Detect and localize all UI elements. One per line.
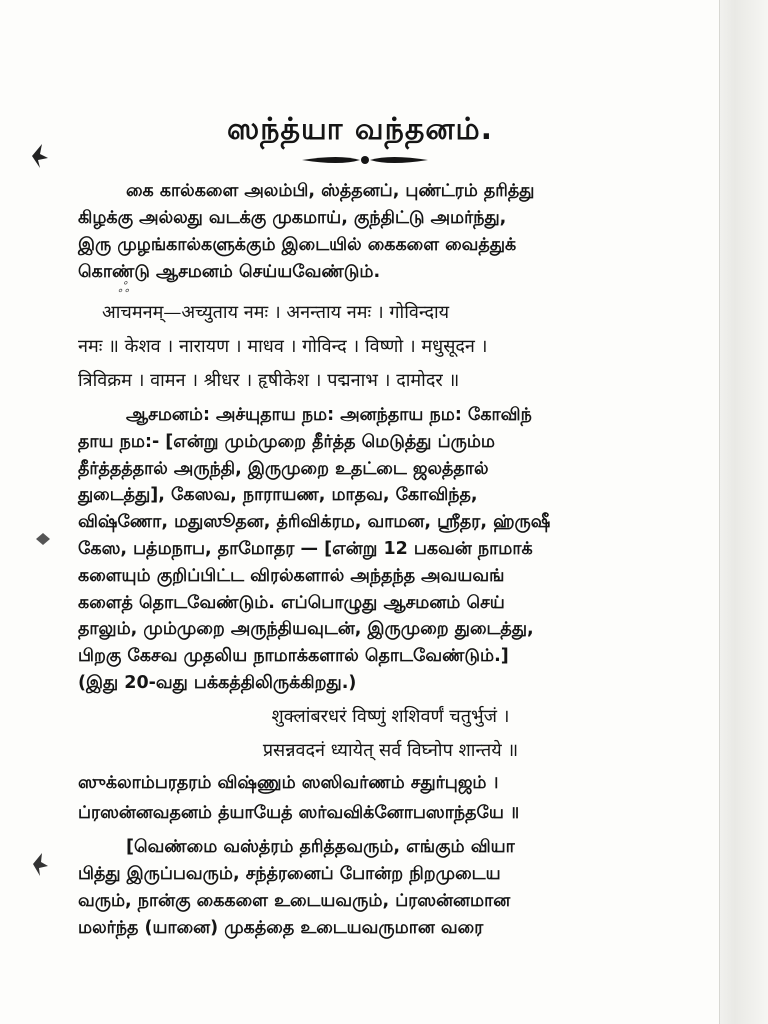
ink-smudge bbox=[28, 140, 50, 170]
ornament-divider bbox=[300, 152, 430, 168]
ink-smudge bbox=[34, 530, 52, 548]
text-line: தீர்த்தத்தால் அருந்தி, இருமுறை உதட்டை ஜலத்தால் bbox=[78, 458, 489, 479]
sloka-sanskrit bbox=[78, 700, 703, 768]
text-line: களைத் தொடவேண்டும். எப்பொழுது ஆசமனம் செய் bbox=[78, 592, 505, 613]
text-line: வரும், நான்கு கைகளை உடையவரும், ப்ரஸன்னமான bbox=[78, 891, 511, 911]
text-line: [வெண்மை வஸ்த்ரம் தரித்தவரும், எங்கும் வியா bbox=[126, 837, 515, 857]
tamil-achamana bbox=[78, 402, 703, 697]
text-line: களையும் குறிப்பிட்ட விரல்களால் அந்தந்த அவயவங் bbox=[78, 565, 505, 586]
text-line: ஆசமனம்: அச்யுதாய நம: அனந்தாய நம: கோவிந் bbox=[126, 405, 532, 425]
text-line: மலர்ந்த (யானை) முகத்தை உடையவருமான வரை bbox=[78, 918, 484, 938]
text-line: ப்ரஸன்னவதனம் த்யாயேத் ஸர்வவிக்னோபஸாந்தயே ॥ bbox=[78, 803, 520, 823]
text-line: விஷ்ணோ, மதுஸூதன, த்ரிவிக்ரம, வாமன, ஸ்ரீதர, ஹ்ருஷீ bbox=[78, 512, 551, 533]
handwritten-mark: ஃ bbox=[118, 280, 129, 296]
text-line: शुक्लांबरधरं विष्णुं शशिवर्णं चतुर्भुजं । bbox=[271, 706, 510, 727]
text-line: துடைத்து], கேஸவ, நாராயண, மாதவ, கோவிந்த, bbox=[78, 485, 478, 506]
text-line: தாய நம:- [என்று மும்முறை தீர்த்த மெடுத்து ப்ரும்ம bbox=[78, 431, 495, 452]
text-line: கை கால்களை அலம்பி, ஸ்த்தனப், புண்ட்ரம் தரித்து bbox=[126, 181, 535, 201]
text-line: नमः ॥ केशव । नारायण । माधव । गोविन्द । विष्णो । मधुसूदन । bbox=[78, 336, 488, 357]
text-line: त्रिविक्रम । वामन । श्रीधर । हृषीकेश । पद्मनाभ । दामोदर ॥ bbox=[78, 370, 460, 391]
intro-paragraph bbox=[78, 178, 703, 286]
text-line: கிழக்கு அல்லது வடக்கு முகமாய், குந்திட்டு அமர்ந்து, bbox=[78, 208, 507, 228]
page-title: ஸந்த்யா வந்தனம். bbox=[227, 112, 493, 147]
text-line: ஸுக்லாம்பரதரம் விஷ்ணும் ஸஸிவர்ணம் சதுர்புஜம் । bbox=[78, 773, 499, 793]
text-line: பித்து இருப்பவரும், சந்த்ரனைப் போன்ற நிறமுடைய bbox=[78, 864, 501, 884]
text-line: பிறகு கேசவ முதலிய நாமாக்களால் தொடவேண்டும்.] bbox=[78, 646, 509, 667]
page-edge bbox=[719, 0, 768, 1024]
sloka-tamil bbox=[78, 768, 703, 828]
text-line: கொண்டு ஆசமனம் செய்யவேண்டும். bbox=[78, 262, 381, 282]
text-line: இரு முழங்கால்களுக்கும் இடையில் கைகளை வைத்துக் bbox=[78, 235, 517, 255]
text-line: கேஸ, பத்மநாப, தாமோதர — [என்று 12 பகவன் நாமாக் bbox=[78, 538, 533, 559]
text-line: (இது 20-வது பக்கத்திலிருக்கிறது.) bbox=[78, 672, 357, 693]
sanskrit-achamana bbox=[78, 296, 703, 398]
text-line: आचमनम्—अच्युताय नमः । अनन्ताय नमः । गोविन्दाय bbox=[102, 302, 450, 323]
meaning-paragraph bbox=[78, 834, 703, 942]
text-line: प्रसन्नवदनं ध्यायेत् सर्व विघ्नोप शान्तये ॥ bbox=[262, 740, 519, 761]
ink-smudge bbox=[30, 850, 50, 878]
text-line: தாலும், மும்முறை அருந்தியவுடன், இருமுறை துடைத்து, bbox=[78, 619, 534, 640]
